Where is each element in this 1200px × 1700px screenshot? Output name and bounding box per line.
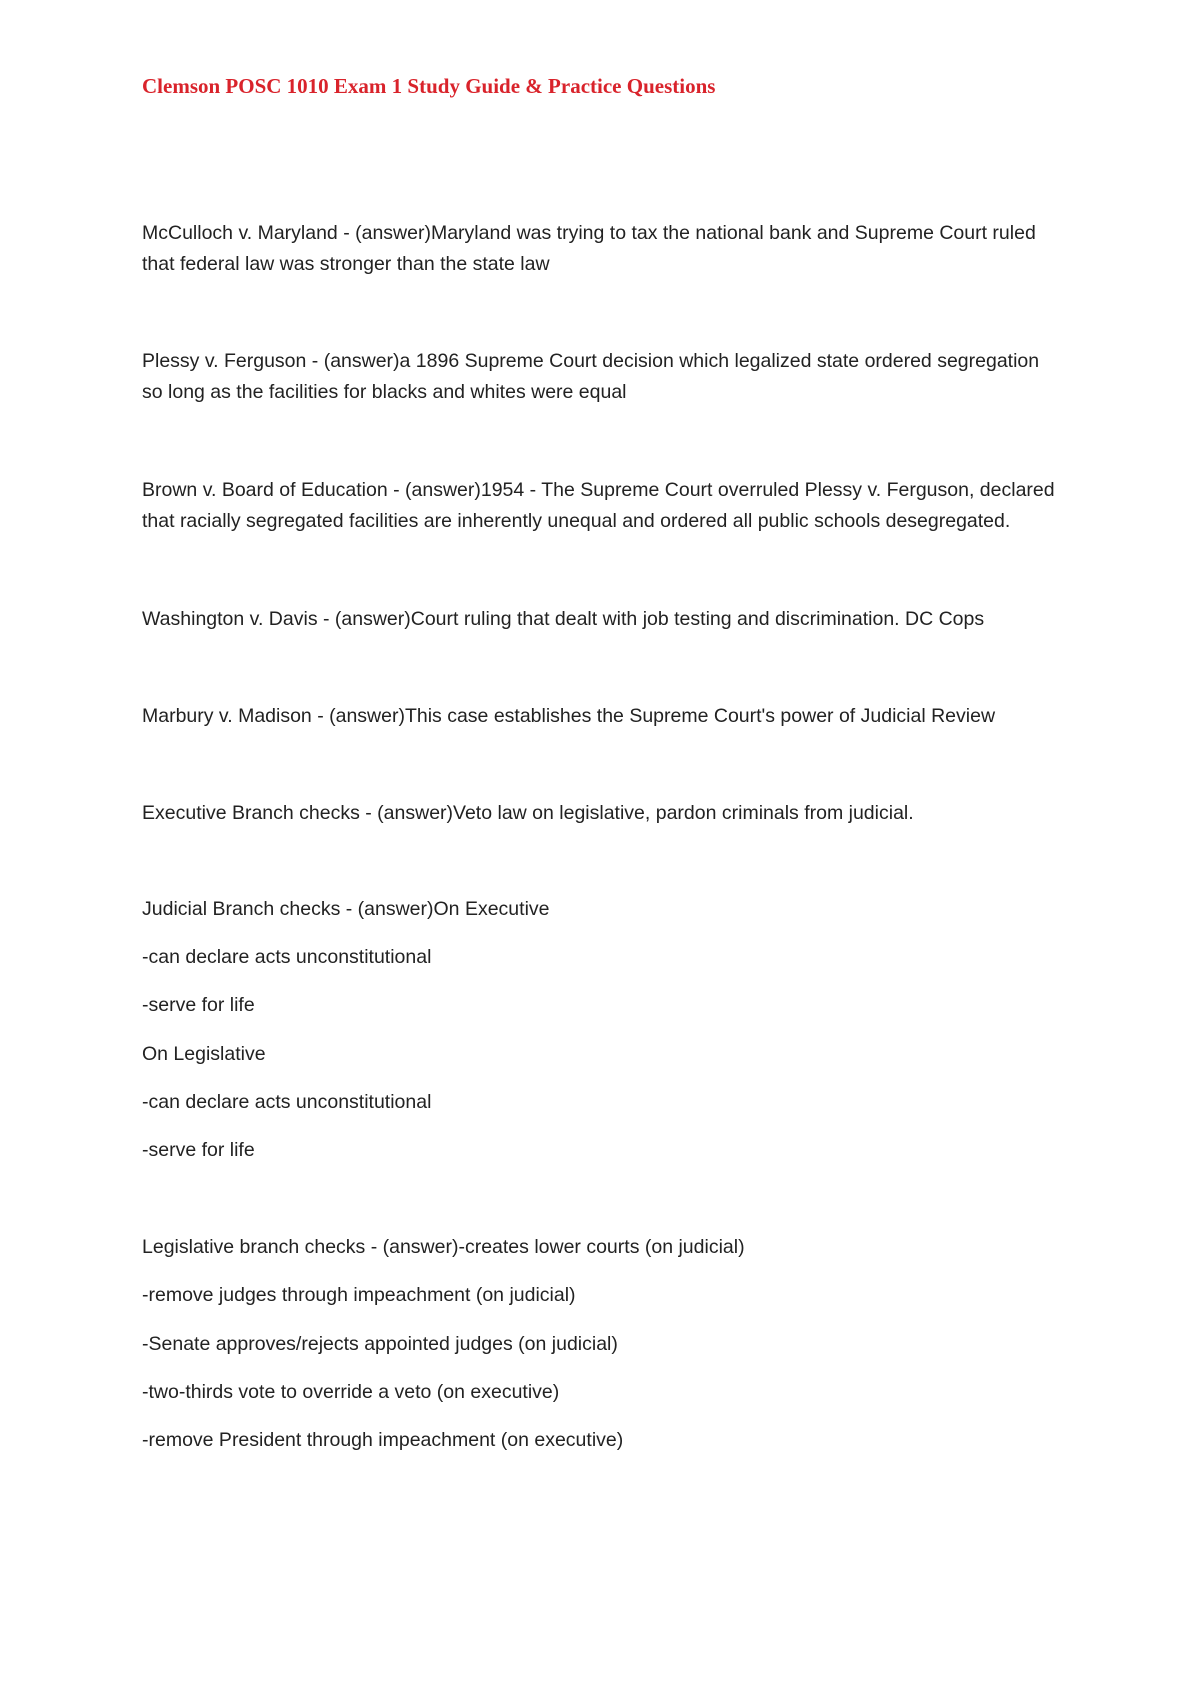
document-title: Clemson POSC 1010 Exam 1 Study Guide & Practice Questions [142,74,716,98]
judicial-checks-line: -can declare acts unconstitutional [142,946,432,968]
entry-executive-branch-checks: Executive Branch checks - (answer)Veto law on legislative, pardon criminals from judicial. [142,802,914,824]
judicial-checks-line: Judicial Branch checks - (answer)On Executive [142,898,550,920]
judicial-checks-line: -serve for life [142,994,255,1016]
entry-brown-v-board-of-education: Brown v. Board of Education - (answer)1954 - The Supreme Court overruled Plessy v. Ferguson, declared that racially segregated facilities are inherently unequal and ordered all public schools desegregated. [142,479,1055,532]
judicial-checks-line: -serve for life [142,1139,255,1161]
legislative-checks-line: Legislative branch checks - (answer)-creates lower courts (on judicial) [142,1236,745,1258]
legislative-checks-line: -two-thirds vote to override a veto (on executive) [142,1381,560,1403]
legislative-checks-line: -remove judges through impeachment (on judicial) [142,1284,576,1306]
legislative-checks-line: -remove President through impeachment (on executive) [142,1429,624,1451]
judicial-checks-line: -can declare acts unconstitutional [142,1091,432,1113]
entry-mcculloch-v-maryland: McCulloch v. Maryland - (answer)Maryland was trying to tax the national bank and Supreme Court ruled that federal law was stronger than the state law [142,222,1036,275]
legislative-checks-line: -Senate approves/rejects appointed judges (on judicial) [142,1333,618,1355]
entry-plessy-v-ferguson: Plessy v. Ferguson - (answer)a 1896 Supreme Court decision which legalized state ordered segregation so long as the facilities for blacks and whites were equal [142,350,1040,403]
judicial-checks-line: On Legislative [142,1043,266,1065]
entry-marbury-v-madison: Marbury v. Madison - (answer)This case establishes the Supreme Court's power of Judicial Review [142,705,996,727]
entry-washington-v-davis: Washington v. Davis - (answer)Court ruling that dealt with job testing and discrimination. DC Cops [142,608,985,630]
